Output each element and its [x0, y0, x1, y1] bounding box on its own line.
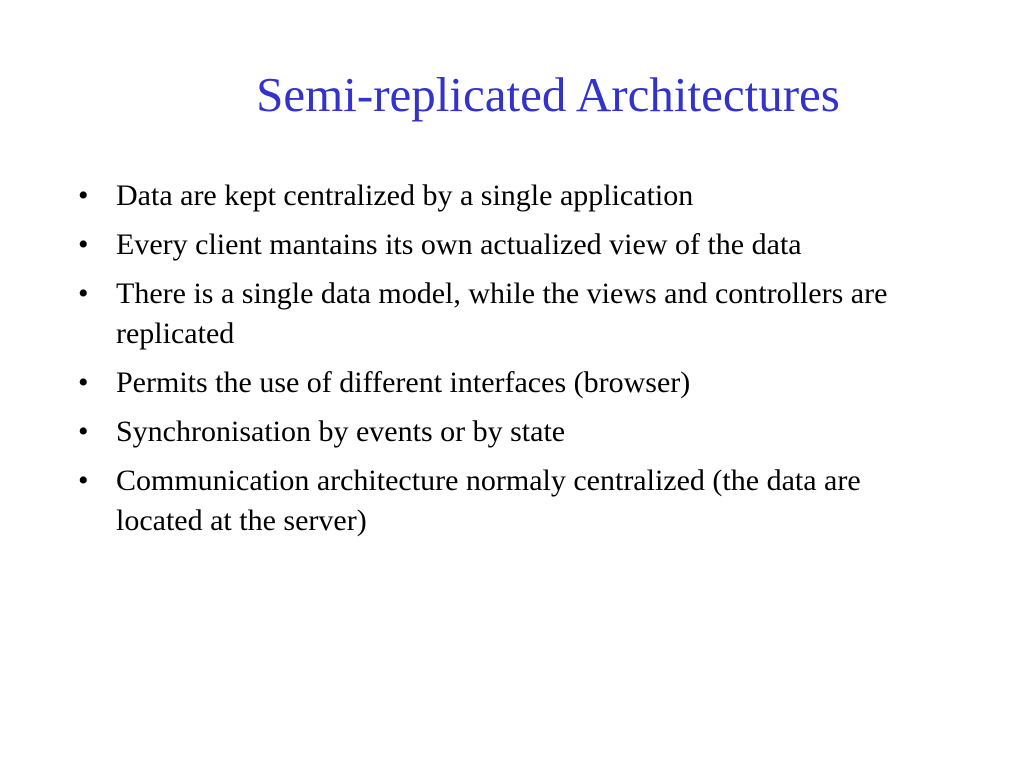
bullet-text: Data are kept centralized by a single application [116, 179, 694, 212]
bullet-text: Permits the use of different interfaces (browser) [116, 366, 691, 399]
bullet-icon: • [78, 464, 89, 497]
bullet-item [74, 274, 954, 354]
bullet-item [74, 225, 954, 265]
bullet-item [74, 412, 954, 452]
bullet-icon: • [78, 277, 89, 310]
bullet-icon: • [78, 179, 89, 212]
bullet-list [74, 176, 954, 550]
bullet-icon: • [78, 415, 89, 448]
bullet-text: Communication architecture normaly centralized (the data are located at the server) [116, 464, 861, 537]
bullet-icon: • [78, 228, 89, 261]
bullet-item [74, 176, 954, 216]
bullet-icon: • [78, 366, 89, 399]
bullet-text: Every client mantains its own actualized view of the data [116, 228, 802, 261]
bullet-text: Synchronisation by events or by state [116, 415, 566, 448]
bullet-item [74, 363, 954, 403]
slide-title: Semi-replicated Architectures [256, 67, 840, 122]
bullet-item [74, 461, 954, 541]
bullet-text: There is a single data model, while the views and controllers are replicated [116, 277, 888, 350]
